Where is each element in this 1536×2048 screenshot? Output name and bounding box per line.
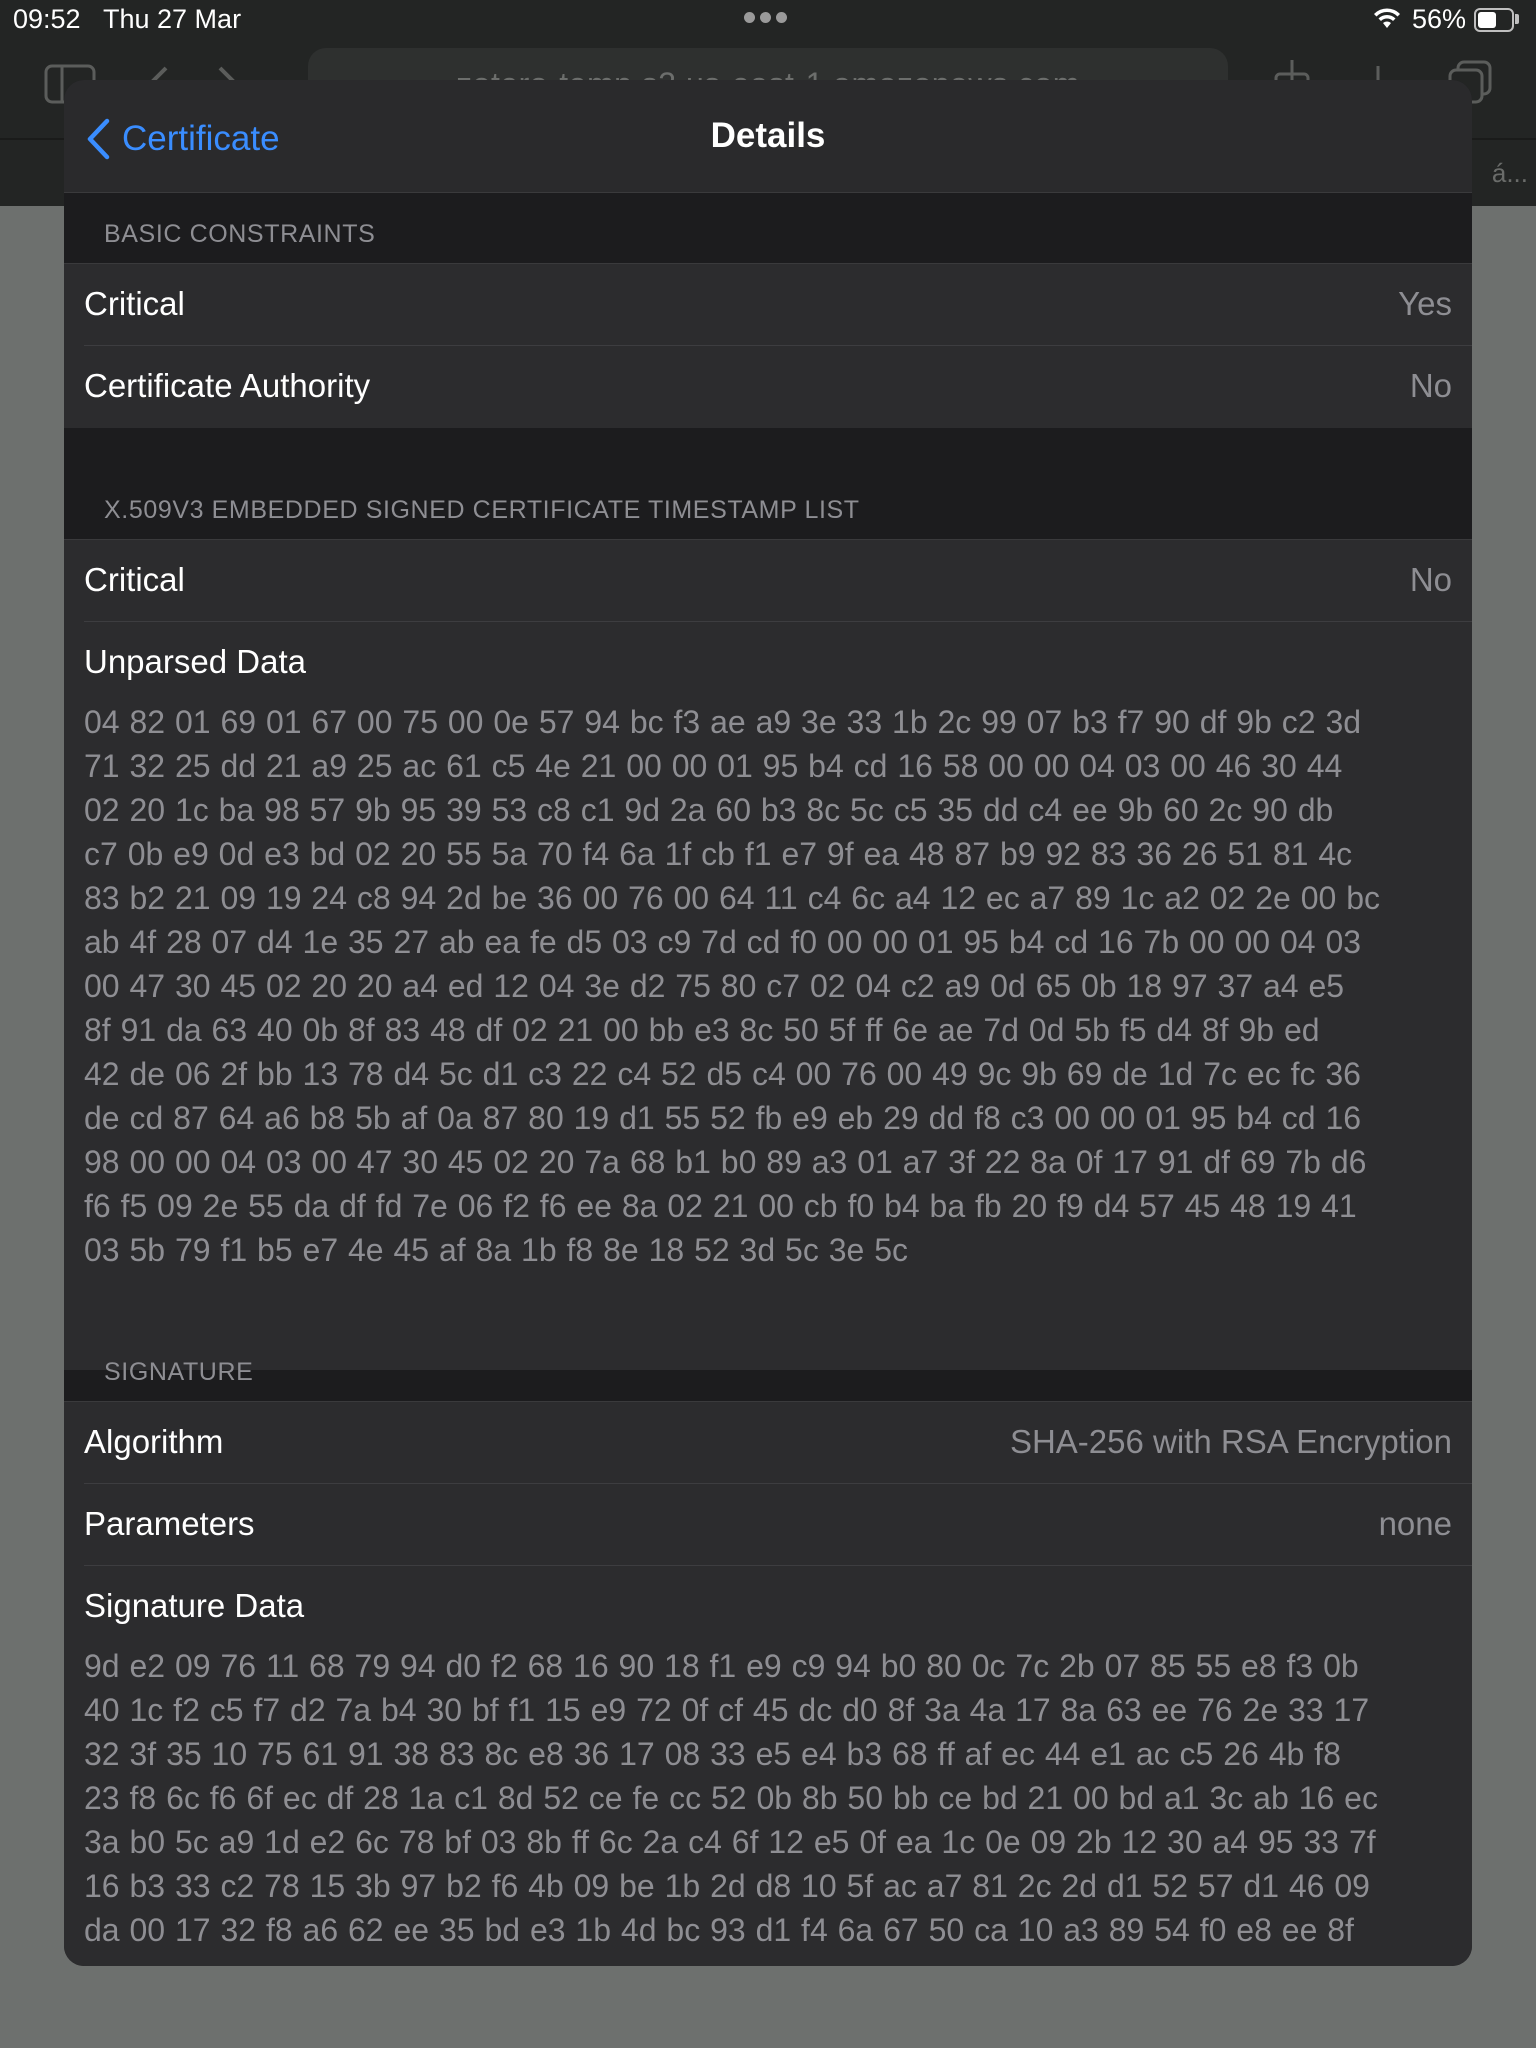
hex-line: de cd 87 64 a6 b8 5b af 0a 87 80 19 d1 55 52 fb e9 eb 29 dd f8 c3 00 00 01 95 b4 cd 16 [84,1100,1362,1136]
row-label: Certificate Authority [84,367,371,404]
hex-line: f6 f5 09 2e 55 da df fd 7e 06 f2 f6 ee 8a 02 21 00 cb f0 b4 ba fb 20 f9 d4 57 45 48 19 41 [84,1188,1357,1224]
row-critical [64,540,1472,622]
hex-line: 16 b3 33 c2 78 15 3b 97 b2 f6 4b 09 be 1b 2d d8 10 5f ac a7 81 2c 2d d1 52 57 d1 46 09 [84,1868,1370,1904]
hex-line: 23 f8 6c f6 6f ec df 28 1a c1 8d 52 ce fe cc 52 0b 8b 50 bb ce bd 21 00 bd a1 3c ab 16 ec [84,1780,1378,1816]
status-time: 09:52 [13,4,81,34]
row-algorithm [64,1402,1472,1484]
row-label: Critical [84,285,185,322]
hex-line: 42 de 06 2f bb 13 78 d4 5c d1 c3 22 c4 52 d5 c4 00 76 00 49 9c 9b 69 de 1d 7c ec fc 36 [84,1056,1361,1092]
hex-line: 02 20 1c ba 98 57 9b 95 39 53 c8 c1 9d 2a 60 b3 8c 5c c5 35 dd c4 ee 9b 60 2c 90 db [84,792,1334,828]
row-value: none [1378,1505,1452,1542]
multitasking-dots-icon[interactable] [744,10,792,24]
hex-line: 00 47 30 45 02 20 20 a4 ed 12 04 3e d2 75 80 c7 02 04 c2 a9 0d 65 0b 18 97 37 a4 e5 [84,968,1345,1004]
signature-data-label: Signature Data [84,1587,305,1624]
hex-line: da 00 17 32 f8 a6 62 ee 35 bd e3 1b 4d bc 93 d1 f4 6a 67 50 ca 10 a3 89 54 f0 e8 ee 8f [84,1912,1354,1948]
basic-constraints-group [64,263,1472,428]
hex-line: 32 3f 35 10 75 61 91 38 83 8c e8 36 17 08 33 e5 e4 b3 68 ff af ec 44 e1 ac c5 26 4b f8 [84,1736,1341,1772]
signature-group [64,1401,1472,1966]
navigation-bar [64,80,1472,193]
battery-level [1478,12,1496,28]
signature-data-hex [84,1644,1464,1952]
section-header-signature: SIGNATURE [104,1358,254,1386]
hex-line: 98 00 00 04 03 00 47 30 45 02 20 7a 68 b1 b0 89 a3 01 a7 3f 22 8a 0f 17 91 df 69 7b d6 [84,1144,1367,1180]
row-certificate-authority [64,346,1472,428]
back-button-label: Certificate [122,119,280,158]
row-value: No [1409,367,1452,404]
hex-line: c7 0b e9 0d e3 bd 02 20 55 5a 70 f4 6a 1f cb f1 e7 9f ea 48 87 b9 92 83 36 26 51 81 4c [84,836,1353,872]
section-header-sct-list: X.509V3 EMBEDDED SIGNED CERTIFICATE TIMESTAMP LIST [104,496,860,524]
status-date: Thu 27 Mar [103,4,242,34]
unparsed-data-label: Unparsed Data [84,643,306,680]
row-value: SHA-256 with RSA Encryption [1009,1423,1452,1460]
hex-line: 9d e2 09 76 11 68 79 94 d0 f2 68 16 90 18 f1 e9 c9 94 b0 80 0c 7c 2b 07 85 55 e8 f3 0b [84,1648,1359,1684]
hex-line: 3a b0 5c a9 1d e2 6c 78 bf 03 8b ff 6c 2a c4 6f 12 e5 0f ea 1c 0e 09 2b 12 30 a4 95 33 7f [84,1824,1376,1860]
battery-icon [1474,8,1514,32]
unparsed-data-hex [84,700,1464,1272]
row-parameters [64,1484,1472,1566]
hex-line: 04 82 01 69 01 67 00 75 00 0e 57 94 bc f3 ae a9 3e 33 1b 2c 99 07 b3 f7 90 df 9b c2 3d [84,704,1362,740]
hex-line: 71 32 25 dd 21 a9 25 ac 61 c5 4e 21 00 00 01 95 b4 cd 16 58 00 00 04 03 00 46 30 44 [84,748,1343,784]
tab-title[interactable]: á... [1491,158,1528,188]
hex-line: ab 4f 28 07 d4 1e 35 27 ab ea fe d5 03 c9 7d cd f0 00 00 01 95 b4 cd 16 7b 00 00 04 03 [84,924,1362,960]
row-label: Parameters [84,1505,255,1542]
battery-nub [1515,14,1519,24]
row-critical [64,264,1472,346]
hex-line: 03 5b 79 f1 b5 e7 4e 45 af 8a 1b f8 8e 18 52 3d 5c 3e 5c [84,1232,908,1268]
section-header-basic-constraints: BASIC CONSTRAINTS [104,220,376,248]
certificate-details-sheet [64,80,1472,1966]
hex-line: 40 1c f2 c5 f7 d2 7a b4 30 bf f1 15 e9 72 0f cf 45 dc d0 8f 3a 4a 17 8a 63 ee 76 2e 33 17 [84,1692,1370,1728]
row-value: Yes [1398,285,1452,322]
page-title: Details [710,116,826,155]
sct-list-group [64,539,1472,1370]
hex-line: 8f 91 da 63 40 0b 8f 83 48 df 02 21 00 bb e3 8c 50 5f ff 6e ae 7d 0d 5b f5 d4 8f 9b ed [84,1012,1320,1048]
row-label: Algorithm [84,1423,224,1460]
row-label: Critical [84,561,185,598]
battery-percentage: 56% [1412,4,1467,34]
row-value: No [1409,561,1452,598]
wifi-icon [1372,6,1402,35]
hex-line: 83 b2 21 09 19 24 c8 94 2d be 36 00 76 00 64 11 c4 6c a4 12 ec a7 89 1c a2 02 2e 00 bc [84,880,1380,916]
